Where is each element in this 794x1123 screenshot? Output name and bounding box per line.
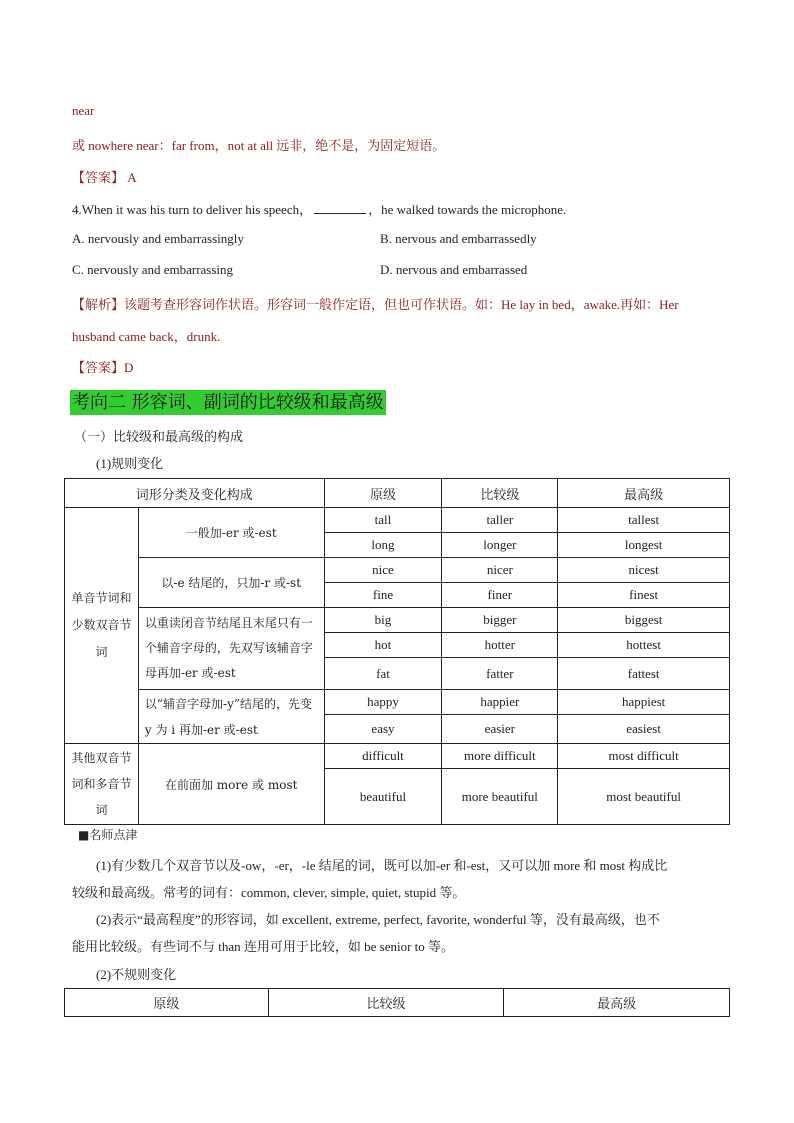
answer-value: A	[124, 170, 137, 185]
table-row	[65, 558, 730, 583]
header-positive: 原级	[65, 989, 269, 1017]
cell-comparative: finer	[442, 583, 558, 608]
cell-positive: hot	[324, 633, 442, 658]
cell-positive: long	[324, 533, 442, 558]
group-polysyllabic: 其他双音节词和多音节词	[65, 744, 139, 825]
irregular-comparison-table	[64, 988, 730, 1017]
notes-paragraph-2: (2)表示“最高程度”的形容词，如 excellent, extreme, perfect, favorite, wonderful 等，没有最高级，也不	[96, 912, 660, 927]
cell-positive: nice	[324, 558, 442, 583]
answer-1	[72, 167, 137, 186]
table-header-row	[65, 479, 730, 508]
notes-paragraph-1: (1)有少数几个双音节以及-ow，-er，-le 结尾的词，既可以加-er 和-est，又可以加 more 和 most 构成比	[96, 858, 668, 873]
header-superlative: 最高级	[558, 479, 730, 508]
cell-comparative: easier	[442, 715, 558, 744]
answer-value: D	[124, 360, 134, 375]
cell-comparative: longer	[442, 533, 558, 558]
cell-superlative: easiest	[558, 715, 730, 744]
cell-superlative: hottest	[558, 633, 730, 658]
option-d: D. nervous and embarrassed	[380, 262, 528, 277]
answer-label: 【答案】	[72, 170, 125, 185]
question-stem-end: ，he walked towards the microphone.	[368, 202, 567, 217]
cell-superlative: happiest	[558, 690, 730, 715]
cell-comparative: happier	[442, 690, 558, 715]
cell-superlative: nicest	[558, 558, 730, 583]
group-monosyllabic: 单音节词和少数双音节词	[65, 508, 139, 744]
table-row	[65, 744, 730, 769]
analysis-continued: husband came back，drunk.	[72, 329, 221, 344]
answer-label: 【答案】	[72, 360, 125, 375]
rule-double-consonant: 以重读闭音节结尾且末尾只有一个辅音字母的，先双写该辅音字母再加-er 或-est	[138, 608, 324, 690]
cell-positive: tall	[324, 508, 442, 533]
text-nowhere-near: 或 nowhere near：far from，not at all 远非，绝不是，为固定短语。	[72, 138, 446, 153]
table-header-row	[65, 989, 730, 1017]
cell-comparative: nicer	[442, 558, 558, 583]
header-comparative: 比较级	[268, 989, 504, 1017]
analysis-text: 该题考查形容词作状语。形容词一般作定语，但也可作状语。如：He lay in bed，awake.再如：Her	[124, 297, 679, 312]
cell-positive: fat	[324, 658, 442, 690]
option-b: B. nervous and embarrassedly	[380, 231, 537, 246]
cell-positive: fine	[324, 583, 442, 608]
cell-positive: difficult	[324, 744, 442, 769]
notes-paragraph-2-cont: 能用比较级。有些词不与 than 连用可用于比较，如 be senior to 等。	[72, 939, 455, 954]
analysis	[72, 294, 679, 313]
option-a: A. nervously and embarrassingly	[72, 231, 244, 246]
cell-superlative: biggest	[558, 608, 730, 633]
answer-blank	[314, 201, 366, 214]
cell-superlative: tallest	[558, 508, 730, 533]
cell-comparative: bigger	[442, 608, 558, 633]
header-category: 词形分类及变化构成	[65, 479, 325, 508]
header-superlative: 最高级	[504, 989, 730, 1017]
rule-er-est: 一般加-er 或-est	[138, 508, 324, 558]
notes-title: ■名师点津	[78, 828, 138, 842]
cell-comparative: more difficult	[442, 744, 558, 769]
cell-superlative: fattest	[558, 658, 730, 690]
header-comparative: 比较级	[442, 479, 558, 508]
rule-more-most: 在前面加 more 或 most	[138, 744, 324, 825]
header-positive: 原级	[324, 479, 442, 508]
cell-superlative: most beautiful	[558, 769, 730, 825]
cell-comparative: fatter	[442, 658, 558, 690]
question-stem-start: 4.When it was his turn to deliver his speech，	[72, 202, 313, 217]
table-row	[65, 508, 730, 533]
cell-superlative: finest	[558, 583, 730, 608]
question-4-stem	[72, 199, 566, 218]
text-near: near	[72, 103, 95, 118]
subsection-irregular: (2)不规则变化	[96, 967, 177, 982]
rule-e-ending: 以-e 结尾的，只加-r 或-st	[138, 558, 324, 608]
regular-comparison-table	[64, 478, 730, 825]
section-heading: 考向二 形容词、副词的比较级和最高级	[72, 392, 384, 413]
cell-positive: big	[324, 608, 442, 633]
table-row	[65, 608, 730, 633]
cell-comparative: hotter	[442, 633, 558, 658]
cell-positive: beautiful	[324, 769, 442, 825]
cell-positive: easy	[324, 715, 442, 744]
subsection-regular: (1)规则变化	[96, 456, 164, 471]
cell-superlative: most difficult	[558, 744, 730, 769]
cell-superlative: longest	[558, 533, 730, 558]
rule-consonant-y: 以“辅音字母加-y”结尾的，先变 y 为 i 再加-er 或-est	[138, 690, 324, 744]
cell-positive: happy	[324, 690, 442, 715]
table-row	[65, 690, 730, 715]
option-c: C. nervously and embarrassing	[72, 262, 234, 277]
notes-paragraph-1-cont: 较级和最高级。常考的词有：common, clever, simple, quiet, stupid 等。	[72, 885, 466, 900]
answer-2	[72, 357, 133, 376]
cell-comparative: taller	[442, 508, 558, 533]
cell-comparative: more beautiful	[442, 769, 558, 825]
analysis-label: 【解析】	[72, 297, 125, 312]
subsection-title: （一）比较级和最高级的构成	[74, 430, 244, 445]
